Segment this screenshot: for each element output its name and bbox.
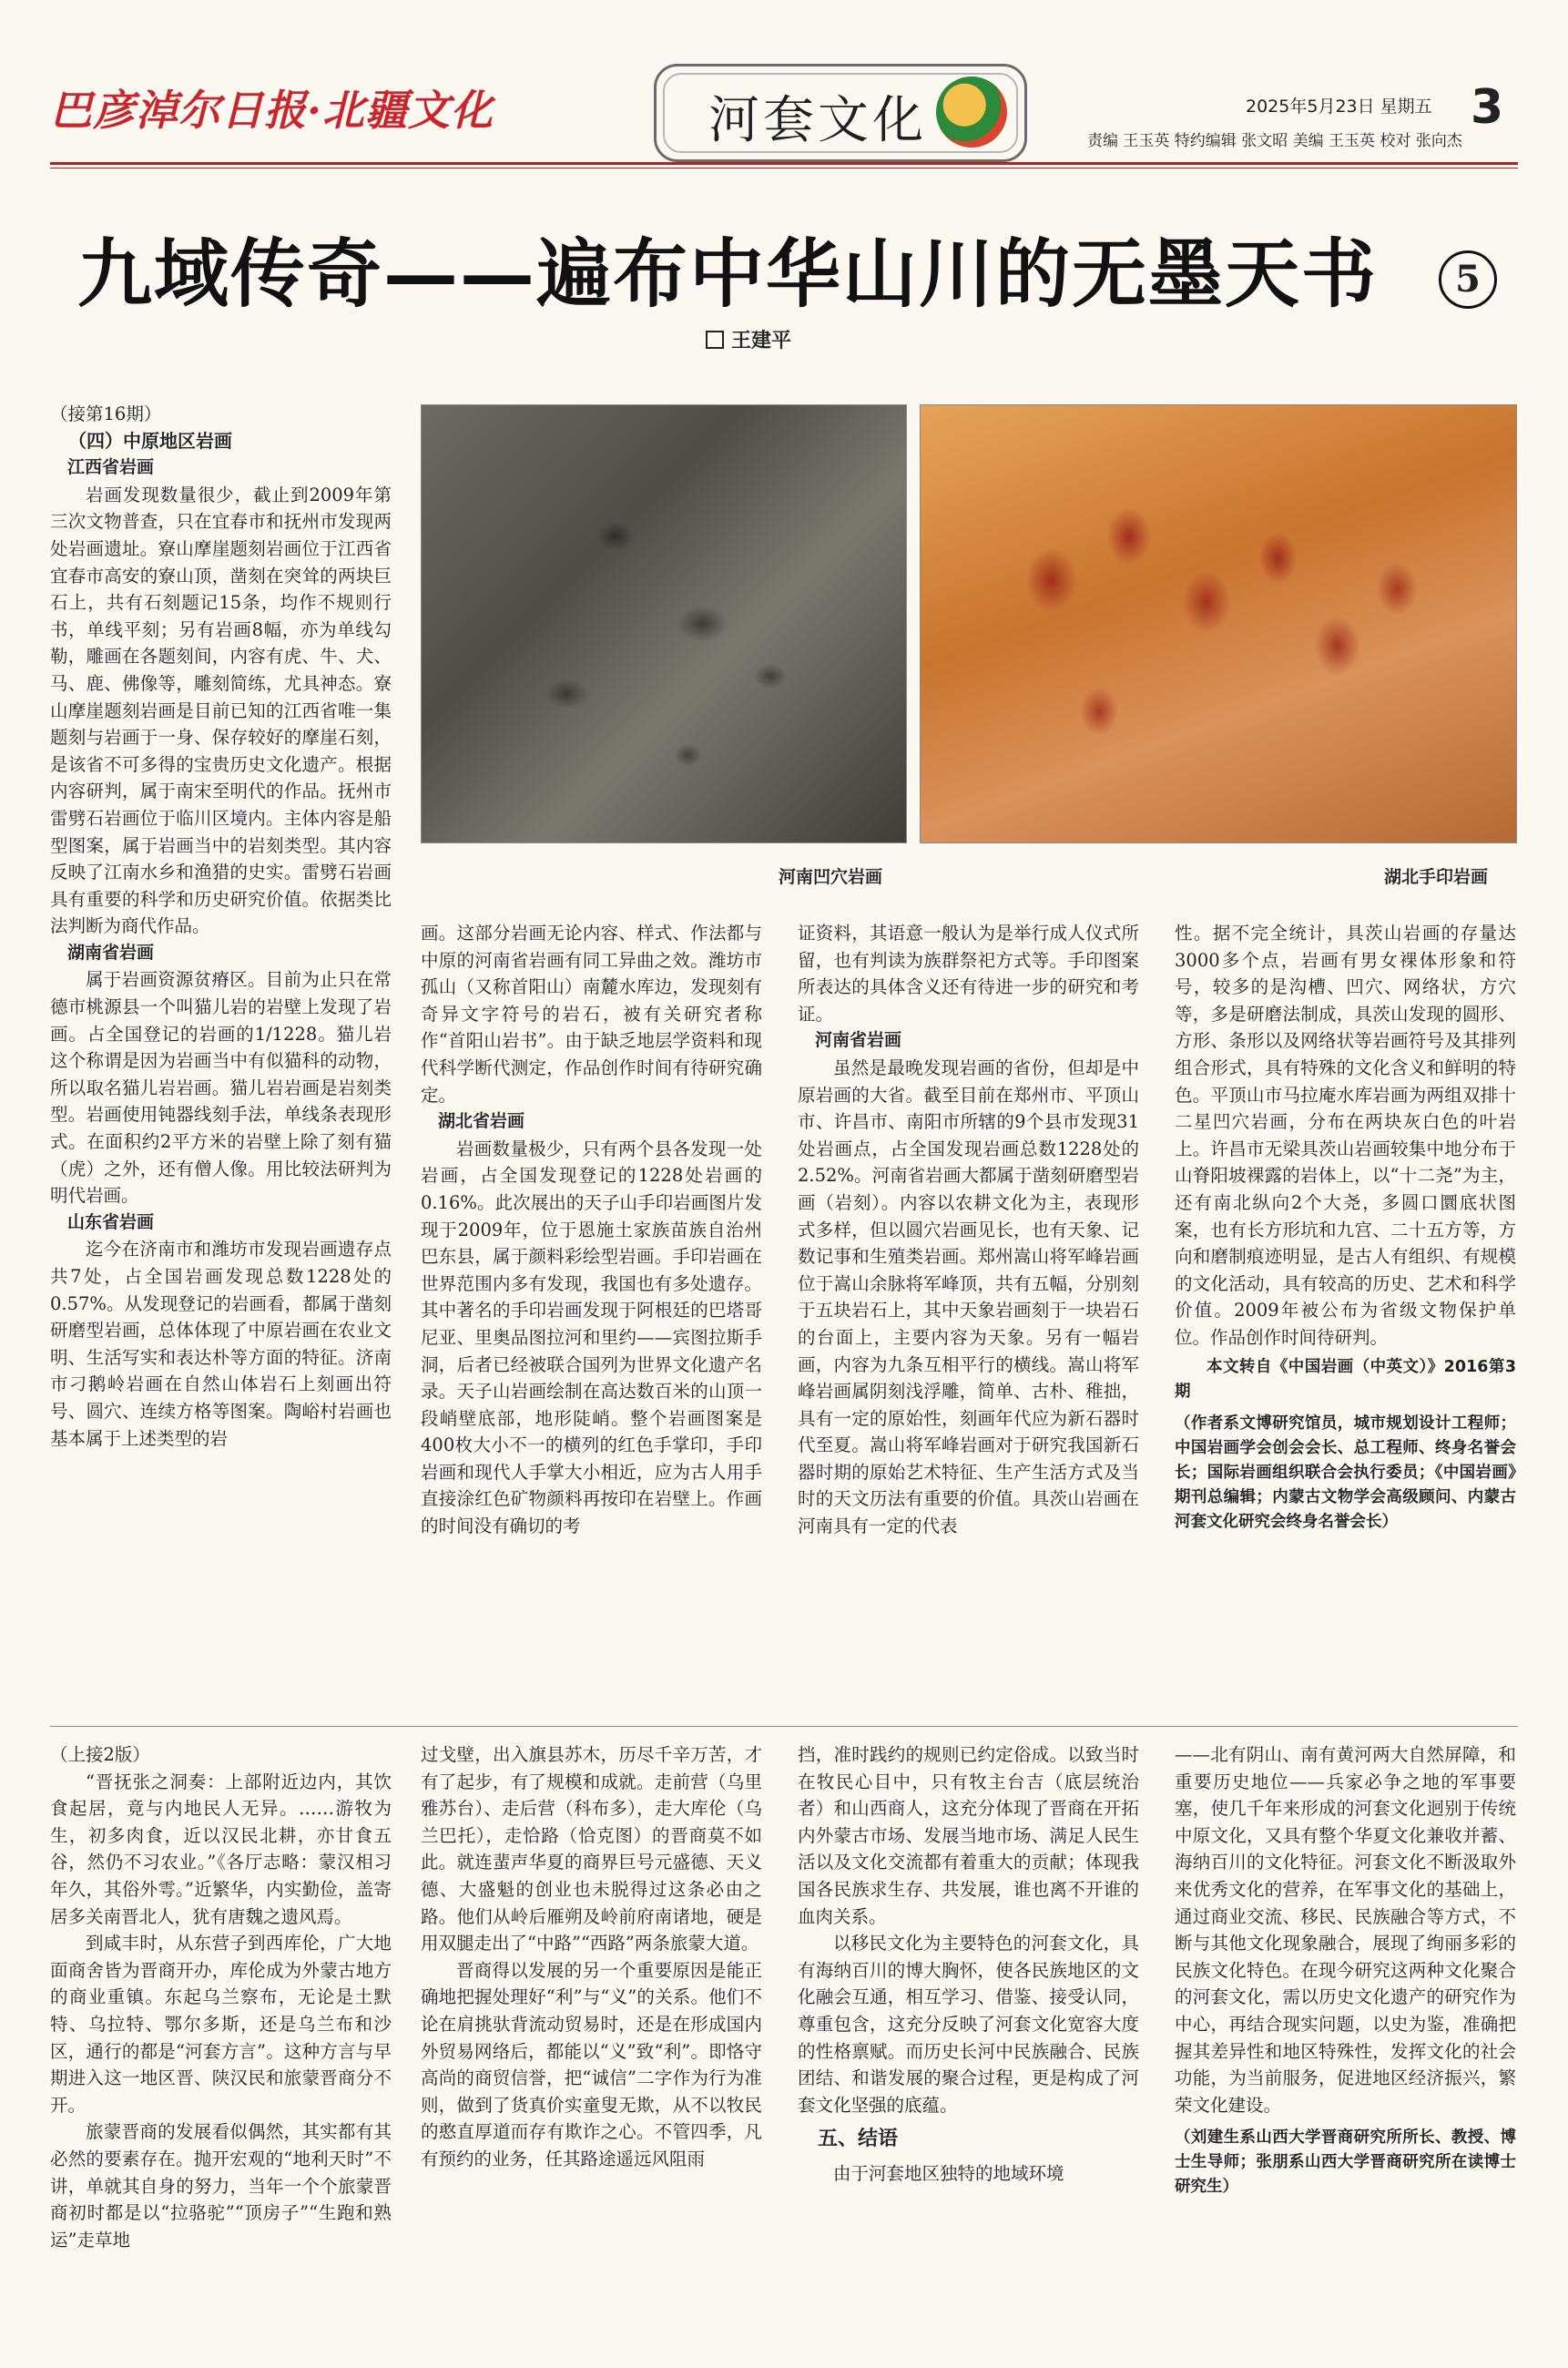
article-column-2 <box>421 920 762 1540</box>
paragraph: 旅蒙晋商的发展看似偶然，其实都有其必然的要素存在。抛开宏观的“地利天时”不讲，单就其自身的努力，当年一个个旅蒙晋商初时都是以“拉骆驼”“顶房子”“生跑和熟运”走草地 <box>50 2121 392 2251</box>
subheading-henan: 河南省岩画 <box>815 1030 902 1051</box>
photo1-caption: 河南凹穴岩画 <box>779 867 883 887</box>
page-number: 3 <box>1471 80 1504 135</box>
section-title: 河套文化 <box>708 91 927 150</box>
paragraph: 挡，准时践约的规则已约定俗成。以致当时在牧民心目中，只有牧主台吉（底层统治者）和山西商人，这充分体现了晋商在开拓内外蒙古市场、发展当地市场、满足人民生活以及文化交流都有着重大的贡献；体现我国各民族求生存、共发展，谁也离不开谁的血肉关系。 <box>798 1744 1139 1927</box>
byline <box>706 325 791 353</box>
paragraph: 到咸丰时，从东营子到西库伦，广大地面商舍皆为晋商开办，库伦成为外蒙古地方的商业重镇。东起乌兰察布，无论是土默特、乌拉特、鄂尔多斯，还是乌兰布和沙区，通行的都是“河套方言”。这种方言与早期进入这一地区晋、陕汉民和旅蒙晋商分不开。 <box>50 1933 392 2116</box>
article-column-4 <box>1175 920 1516 1535</box>
paragraph: 画。这部分岩画无论内容、样式、作法都与中原的河南省岩画有同工异曲之效。潍坊市孤山（又称首阳山）南麓水库边，发现刻有奇异文字符号的岩石，被有关研究者称作“首阳山岩书”。由于缺乏地层学资料和现代科学断代测定，作品创作时间有待研究确定。 <box>421 923 762 1106</box>
subheading-shandong: 山东省岩画 <box>67 1211 155 1232</box>
photo-hubei-handprint-rock-art <box>920 404 1517 843</box>
bottom-column-3 <box>798 1741 1139 2188</box>
bottom-column-1 <box>50 1741 392 2253</box>
article-column-3 <box>798 920 1139 1540</box>
paragraph: 虽然是最晚发现岩画的省份，但却是中原岩画的大省。截至目前在郑州市、平顶山市、许昌市、南阳市所辖的9个县市发现31处岩画点，占全国发现岩画总数1228处的2.52%。河南省岩画大都属于凿刻研磨型岩画（岩刻）。内容以农耕文化为主，表现形式多样，但以圆穴岩画见长，也有天象、记数记事和生殖类岩画。郑州嵩山将军峰岩画位于嵩山余脉将军峰顶，共有五幅，分别刻于五块岩石上，其中天象岩画刻于一块岩石的台面上，主要内容为天象。另有一幅岩画，内容为九条互相平行的横线。嵩山将军峰岩画属阴刻浅浮雕，简单、古朴、稚拙，具有一定的原始性，刻画年代应为新石器时代至夏。嵩山将军峰岩画对于研究我国新石器时期的原始艺术特征、生产生活方式及当时的天文历法有重要的价值。具茨山岩画在河南具有一定的代表 <box>798 1056 1139 1537</box>
paragraph: 迄今在济南市和潍坊市发现岩画遗存点共7处，占全国岩画发现总数1228处的0.57%。从发现登记的岩画看，都属于凿刻研磨型岩画，总体体现了中原岩画在农业文明、生活写实和表达朴等方面的特征。济南市刁鹅岭岩画在自然山体岩石上刻画出符号、圆穴、连续方格等图案。陶峪村岩画也基本属于上述类型的岩 <box>50 1239 392 1449</box>
section-heading-conclusion: 五、结语 <box>818 2128 899 2151</box>
author-bio: （刘建生系山西大学晋商研究所所长、教授、博士生导师；张朋系山西大学晋商研究所在读博士研究生） <box>1175 2128 1516 2197</box>
hetao-emblem-icon <box>936 77 1007 148</box>
subheading-hunan: 湖南省岩画 <box>67 942 155 963</box>
subheading-jiangxi: 江西省岩画 <box>67 457 155 478</box>
episode-number: 5 <box>1439 250 1497 309</box>
paragraph: 由于河套地区独特的地域环境 <box>833 2162 1064 2184</box>
author-name: 王建平 <box>731 329 792 352</box>
editorial-staff: 责编 王玉英 特约编辑 张文昭 美编 王玉英 校对 张向杰 <box>1087 132 1462 150</box>
photo2-caption: 湖北手印岩画 <box>1384 867 1489 887</box>
paragraph: 过戈壁，出入旗县苏木，历尽千辛万苦，才有了起步，有了规模和成就。走前营（乌里雅苏台）、走后营（科布多），走大库伦（乌兰巴托），走恰路（恰克图）的晋商莫不如此。就连蜚声华夏的商界巨号元盛德、天义德、大盛魁的创业也未脱得过这条必由之路。他们从岭后雁朔及岭前府南诸地，硬是用双腿走出了“中路”“西路”两条旅蒙大道。 <box>421 1744 762 1955</box>
issue-date: 2025年5月23日 星期五 <box>1246 97 1432 117</box>
byline-box-icon <box>706 331 724 349</box>
photo-henan-cupule-rock-art <box>421 404 907 843</box>
article-headline: 九域传奇——遍布中华山川的无墨天书 <box>77 230 1379 318</box>
author-bio: （作者系文博研究馆员，城市规划设计工程师；中国岩画学会创会会长、总工程师、终身名誉会长；国际岩画组织联合会执行委员；《中国岩画》期刊总编辑；内蒙古文物学会高级顾问、内蒙古河套文化研究会终身名誉会长） <box>1175 1414 1516 1531</box>
article-column-1 <box>50 401 392 1452</box>
continued-note: （接第16期） <box>50 403 162 424</box>
source-note: 本文转自《中国岩画（中英文）》2016第3期 <box>1175 1357 1516 1401</box>
paragraph: 晋商得以发展的另一个重要原因是能正确地把握处理好“利”与“义”的关系。他们不论在肩挑驮背流动贸易时，还是在形成国内外贸易网络后，都能以“义”致“利”。即恪守高尚的商贸信誉，把“诚信”二字作为行为准则，做到了货真价实童叟无欺，从不以牧民的憨直厚道而存有欺诈之心。不管四季，凡有预约的业务，任其路途遥远风阻雨 <box>421 1959 762 2169</box>
section-badge <box>654 64 1027 162</box>
continued-note: （上接2版） <box>50 1744 150 1765</box>
paragraph: “晋抚张之洞奏：上部附近边内，其饮食起居，竟与内地民人无异。……游牧为生，初多肉食，近以汉民北耕，亦甘食五谷，然仍不习农业。”《各厅志略：蒙汉相习年久，其俗外雩。”近繁华，内实勤俭，盖寄居多关南晋北人，犹有唐魏之遗风焉。 <box>50 1771 392 1927</box>
bottom-column-2 <box>421 1741 762 2173</box>
paragraph: 以移民文化为主要特色的河套文化，具有海纳百川的博大胸怀，使各民族地区的文化融会互通，相互学习、借鉴、接受认同，尊重包含，这充分反映了河套文化宽容大度的性格禀赋。而历史长河中民族融合、民族团结、和谐发展的聚合过程，更是构成了河套文化坚强的底蕴。 <box>798 1933 1139 2116</box>
article-divider <box>50 1726 1518 1727</box>
paragraph: 性。据不完全统计，具茨山岩画的存量达3000多个点，岩画有男女裸体形象和符号，较多的是沟槽、凹穴、网络状，方穴等，多是研磨法制成，具茨山发现的圆形、方形、条形以及网络状等岩画符号及其排列组合形式，具有特殊的文化含义和鲜明的特色。平顶山市马拉庵水库岩画为两组双排十二星凹穴岩画，分布在两块灰白色的叶岩上。许昌市无梁具茨山岩画较集中地分布于山脊阳坡裸露的岩体上，以“十二尧”为主，还有南北纵向2个大尧，多圆口圜底状图案，也有长方形坑和九宫、二十五方等，方向和磨制痕迹明显，是古人有组织、有规模的文化活动，具有较高的历史、艺术和科学价值。2009年被公布为省级文物保护单位。作品创作时间待研判。 <box>1175 923 1516 1348</box>
paragraph: 证资料，其语意一般认为是举行成人仪式所留，也有判读为族群祭祀方式等。手印图案所表达的具体含义还有待进一步的研究和考证。 <box>798 923 1139 1025</box>
paragraph: 属于岩画资源贫瘠区。目前为止只在常德市桃源县一个叫猫儿岩的岩壁上发现了岩画。占全国登记的岩画的1/1228。猫儿岩这个称谓是因为岩画当中有似猫科的动物，所以取名猫儿岩岩画。猫儿岩岩画是岩刻类型。岩画使用钝器线刻手法，单线条表现形式。在面积约2平方米的岩壁上除了刻有猫（虎）之外，还有僧人像。用比较法研判为明代岩画。 <box>50 969 392 1207</box>
masthead-rule <box>50 162 1518 165</box>
newspaper-name: 巴彦淖尔日报·北疆文化 <box>50 86 494 135</box>
subheading-hubei: 湖北省岩画 <box>438 1111 525 1132</box>
section-heading: （四）中原地区岩画 <box>68 429 232 452</box>
paragraph: 岩画数量极少，只有两个县各发现一处岩画，占全国发现登记的1228处岩画的0.16%。此次展出的天子山手印岩画图片发现于2009年，位于恩施土家族苗族自治州巴东县，属于颜料彩绘型岩画。手印岩画在世界范围内多有发现，我国也有多处遗存。其中著名的手印岩画发现于阿根廷的巴塔哥尼亚、里奥品图拉河和里约——宾图拉斯手洞，后者已经被联合国列为世界文化遗产名录。天子山岩画绘制在高达数百米的山顶一段峭壁底部，地形陡峭。整个岩画图案是400枚大小不一的横列的红色手掌印，手印岩画和现代人手掌大小相近，应为古人用手直接涂红色矿物颜料再按印在岩壁上。作画的时间没有确切的考 <box>421 1138 762 1537</box>
bottom-column-4 <box>1175 1741 1516 2200</box>
paragraph: ——北有阴山、南有黄河两大自然屏障，和重要历史地位——兵家必争之地的军事要塞，使几千年来形成的河套文化迥别于传统中原文化，又具有整个华夏文化兼收并蓄、海纳百川的文化特征。河套文化不断汲取外来优秀文化的营养，在军事文化的基础上，通过商业交流、移民、民族融合等方式，不断与其他文化现象融合，展现了绚丽多彩的民族文化特色。在现今研究这两种文化聚合的河套文化，需以历史文化遗产的研究作为中心，再结合现实问题，以史为鉴，准确把握其差异性和地区特殊性，发挥文化的社会功能，为当前服务，促进地区经济振兴，繁荣文化建设。 <box>1175 1744 1516 2116</box>
paragraph: 岩画发现数量很少，截止到2009年第三次文物普查，只在宜春市和抚州市发现两处岩画遗址。寮山摩崖题刻岩画位于江西省宜春市高安的寮山顶，凿刻在突耸的两块巨石上，共有石刻题记15条，均作不规则行书，单线平刻；另有岩画8幅，亦为单线勾勒，雕画在各题刻间，内容有虎、牛、犬、马、鹿、佛像等，雕刻简练，尤具神态。寮山摩崖题刻岩画是目前已知的江西省唯一集题刻与岩画于一身、保存较好的摩崖石刻，是该省不可多得的宝贵历史文化遗产。根据内容研判，属于南宋至明代的作品。抚州市雷劈石岩画位于临川区境内。主体内容是船型图案，属于岩画当中的岩刻类型。其内容反映了江南水乡和渔猎的史实。雷劈石岩画具有重要的科学和历史研究价值。依据类比法判断为商代作品。 <box>50 484 392 937</box>
